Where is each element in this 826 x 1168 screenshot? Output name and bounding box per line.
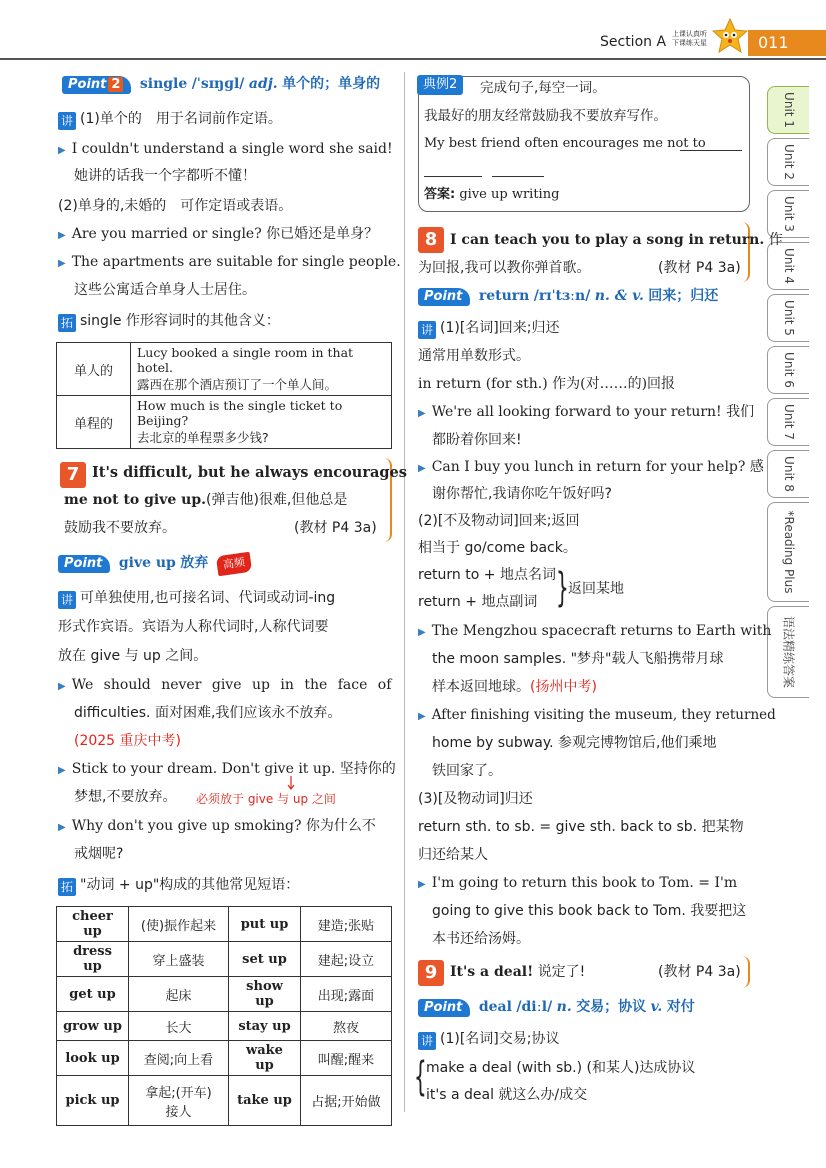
answer-blank[interactable] (492, 176, 544, 177)
example-translation: 谢你帮忙,我请你吃午饭好吗? (432, 486, 612, 502)
part-of-speech: adj. (248, 76, 278, 92)
tab-unit-7[interactable] (767, 398, 809, 446)
text: (1)单个的 用于名词前作定语。 (80, 111, 282, 127)
table-row (57, 977, 392, 1012)
table-row (57, 907, 392, 942)
tab-reading-plus[interactable] (767, 502, 809, 602)
example-tag: 典例2 (417, 75, 463, 95)
headword: return (478, 288, 530, 304)
high-frequency-badge: 高频 (216, 552, 252, 577)
tab-unit-2[interactable] (767, 138, 809, 186)
arrow-down-icon (286, 776, 296, 790)
table-row (57, 1076, 392, 1126)
bullet-icon: ▶ (58, 765, 66, 776)
sentence-text: It's difficult, but he always encourages (92, 464, 407, 481)
usage-line: 通常用单数形式。 (418, 348, 530, 364)
single-meanings-table (56, 342, 392, 449)
usage-line: make a deal (with sb.) (和某人)达成协议 (426, 1060, 696, 1076)
text: 样本返回地球。 (432, 679, 530, 695)
right-brace: } (556, 565, 569, 611)
tab-label: Unit 6 (781, 352, 796, 388)
point-label: Point (68, 77, 107, 92)
table-cell: 建造;张贴 (301, 907, 392, 942)
example-translation: 戒烟呢? (74, 846, 124, 862)
sentence-text (450, 962, 585, 982)
bullet-icon: ▶ (58, 258, 66, 269)
table-cell: 占据;开始做 (301, 1076, 392, 1126)
usage-line: 形式作宾语。宾语为人称代词时,人称代词要 (58, 619, 329, 635)
table-cell: (使)振作起来 (129, 907, 229, 942)
point-number: 2 (108, 77, 123, 92)
source-note: (教材 P4 3a) (658, 260, 741, 276)
answer (424, 185, 559, 205)
example-translation: home by subway. 参观完博物馆后,他们乘地 (432, 735, 717, 751)
point-heading-give-up (58, 553, 251, 574)
tab-label: 语法精练答案 (781, 615, 795, 689)
sense-1 (418, 1029, 559, 1050)
example-translation: 都盼着你回来! (432, 432, 522, 448)
text: (1)[名词]交易;协议 (440, 1031, 560, 1047)
header-rule (0, 58, 826, 60)
table-cell: grow up (57, 1012, 129, 1041)
bullet-icon: ▶ (418, 408, 426, 419)
table-cell: 建起;设立 (301, 942, 392, 977)
point-tag: Point (58, 555, 110, 573)
text: I can teach you to play a song in return. (450, 232, 765, 248)
tab-label: Unit 8 (781, 456, 796, 492)
sense-1 (58, 109, 282, 130)
text: (弹吉他)很难,但他总是 (206, 492, 348, 508)
table-cell: 起床 (129, 977, 229, 1012)
tab-label: Unit 4 (781, 248, 796, 284)
text: 作 (768, 232, 783, 248)
text: We're all looking forward to your return! 我们 (431, 404, 755, 420)
sentence-text (450, 230, 783, 250)
example-translation (432, 677, 597, 697)
sense-2: (2)[不及物动词]回来;返回 (418, 513, 580, 529)
sentence-text (64, 490, 347, 510)
example-translation: going to give this book back to Tom. 我要把这 (432, 903, 747, 919)
meaning: 回来；归还 (648, 288, 719, 304)
tab-label: Unit 1 (781, 92, 796, 128)
text: We should never give up in the face of (71, 677, 392, 693)
sense-2: (2)单身的,未婚的 可作定语或表语。 (58, 198, 293, 214)
example (58, 139, 393, 161)
table-cell: take up (229, 1076, 301, 1126)
extend-icon: 拓 (58, 878, 76, 896)
mascot-star-icon (712, 18, 748, 54)
tab-unit-6[interactable] (767, 346, 809, 394)
answer-text: give up writing (459, 187, 560, 202)
example (418, 873, 737, 895)
text: 说定了! (537, 964, 586, 980)
table-cell: 查阅;向上看 (129, 1041, 229, 1076)
answer-blank[interactable] (680, 150, 742, 151)
phonetic: /ˈsɪŋɡl/ (191, 76, 245, 92)
exam-source: (2025 重庆中考) (74, 733, 182, 749)
table-row (57, 1041, 392, 1076)
table-cell: dress up (57, 942, 129, 977)
usage-line: 放在 give 与 up 之间。 (58, 648, 208, 664)
task-chinese: 我最好的朋友经常鼓励我不要放弃写作。 (424, 108, 667, 124)
sentence-translation: 为回报,我可以教你弹首歌。 (418, 260, 591, 276)
example (58, 816, 376, 838)
text: The Mengzhou spacecraft returns to Earth with (431, 623, 772, 639)
text: Are you married or single? 你已婚还是单身？ (71, 226, 379, 242)
slogan (672, 30, 707, 48)
meaning: 单个的；单身的 (282, 76, 381, 92)
meaning: 交易；协议 (576, 999, 647, 1015)
table-cell: 熬夜 (301, 1012, 392, 1041)
tab-label: Unit 5 (781, 300, 796, 336)
table-cell: wake up (229, 1041, 301, 1076)
text: me not to give up. (64, 492, 206, 508)
column-divider (404, 72, 405, 1112)
sense-1 (418, 318, 559, 339)
tab-unit-1[interactable] (767, 86, 809, 134)
bullet-icon: ▶ (58, 681, 66, 692)
example (418, 705, 776, 727)
tab-label: Unit 3 (781, 196, 796, 232)
table-cell: set up (229, 942, 301, 977)
sentence-number: 7 (60, 462, 86, 488)
point-heading-deal (418, 997, 695, 1017)
table-cell: cheer up (57, 907, 129, 942)
bullet-icon: ▶ (418, 711, 426, 722)
example-translation: 铁回家了。 (432, 763, 502, 779)
example-translation: 本书还给汤姆。 (432, 931, 530, 947)
text: Can I buy you lunch in return for your help? 感 (431, 459, 764, 475)
bullet-icon: ▶ (418, 879, 426, 890)
part-of-speech: n. & v. (594, 288, 644, 304)
page-header (0, 0, 826, 64)
usage-line: return to + 地点名词 (418, 567, 556, 583)
table-cell: 长大 (129, 1012, 229, 1041)
answer-label: 答案: (424, 187, 456, 202)
table-cell: look up (57, 1041, 129, 1076)
usage-line: return + 地点副词 (418, 594, 538, 610)
task-instruction: 完成句子,每空一词。 (480, 80, 606, 96)
usage-line: 归还给某人 (418, 847, 488, 863)
cell-zh: 露西在那个酒店预订了一个单人间。 (137, 377, 338, 392)
point-heading-single (62, 74, 380, 94)
text: It's a deal! (450, 964, 534, 980)
sentence-number: 9 (418, 960, 444, 986)
headword: single (139, 76, 188, 92)
point-tag (62, 76, 131, 94)
text: Why don't you give up smoking? 你为什么不 (71, 818, 376, 834)
table-cell: stay up (229, 1012, 301, 1041)
table-row (57, 942, 392, 977)
sense-3: (3)[及物动词]归还 (418, 791, 533, 807)
example (58, 675, 391, 697)
usage-line: 相当于 go/come back。 (418, 540, 577, 556)
tab-label: *Reading Plus (781, 510, 796, 594)
explain-icon: 讲 (418, 321, 436, 339)
phonetic: /rɪˈtɜːn/ (533, 288, 591, 304)
text: (1)[名词]回来;归还 (440, 320, 560, 336)
table-cell: put up (229, 907, 301, 942)
example-translation: 她讲的话我一个字都听不懂！ (74, 168, 256, 184)
example-translation: 梦想,不要放弃。 (74, 789, 177, 805)
slogan-line-2: 下课练天星 (672, 39, 707, 47)
table-cell: 单人的 (57, 343, 131, 396)
source-note: (教材 P4 3a) (658, 964, 741, 980)
example (58, 252, 401, 274)
source-note: (教材 P4 3a) (294, 520, 377, 536)
example (418, 457, 764, 479)
table-row (57, 343, 392, 396)
meaning: 对付 (666, 999, 695, 1015)
table-cell: get up (57, 977, 129, 1012)
bullet-icon: ▶ (418, 463, 426, 474)
cell-zh: 去北京的单程票多少钱? (137, 430, 269, 445)
table-cell (129, 1076, 229, 1126)
tab-label: Unit 2 (781, 144, 796, 180)
headword: deal (478, 999, 512, 1015)
sentence-number: 8 (418, 227, 444, 253)
extend-icon: 拓 (58, 314, 76, 332)
tab-unit-5[interactable] (767, 294, 809, 342)
table-row (57, 396, 392, 449)
table-cell (131, 343, 392, 396)
tab-grammar-answers[interactable] (767, 606, 809, 698)
example-translation: 这些公寓适合单身人士居住。 (74, 282, 256, 298)
part-of-speech: v. (650, 999, 663, 1015)
text: I'm going to return this book to Tom. = I'm (431, 875, 738, 891)
tab-unit-8[interactable] (767, 450, 809, 498)
example-translation: the moon samples. "梦舟"载人飞船携带月球 (432, 651, 724, 667)
usage-line: 返回某地 (568, 581, 624, 597)
example (418, 402, 754, 424)
usage-line: it's a deal 就这么办/成交 (426, 1087, 588, 1103)
table-row (57, 1012, 392, 1041)
table-cell: pick up (57, 1076, 129, 1126)
explain-icon: 讲 (58, 112, 76, 130)
cell-en: How much is the single ticket to Beijing? (137, 398, 343, 428)
example (58, 759, 396, 781)
point-heading-return (418, 286, 718, 306)
extension-note (58, 875, 299, 896)
text: single 作形容词时的其他含义： (80, 313, 280, 329)
usage-line: in return (for sth.) 作为(对……的)回报 (418, 376, 676, 392)
extension-note (58, 311, 280, 332)
text: "动词 + up"构成的其他常见短语： (80, 877, 300, 893)
annotation-note: 必须放于 give 与 up 之间 (196, 792, 336, 806)
tab-label: Unit 7 (781, 404, 796, 440)
table-cell: 叫醒;醒来 (301, 1041, 392, 1076)
phonetic: /diːl/ (516, 999, 553, 1015)
explain-icon: 讲 (418, 1032, 436, 1050)
usage-line (58, 588, 335, 609)
task-english: My best friend often encourages me not to (424, 136, 706, 151)
table-cell: 穿上盛装 (129, 942, 229, 977)
table-cell: 单程的 (57, 396, 131, 449)
answer-blank[interactable] (424, 176, 482, 177)
meaning: 放弃 (180, 555, 209, 571)
bullet-icon: ▶ (58, 822, 66, 833)
headword: give up (118, 555, 176, 571)
page-number: 011 (748, 30, 826, 56)
usage-line: return sth. to sb. = give sth. back to sb. 把某物 (418, 819, 744, 835)
cell-line: 拿起;(开车) (145, 1085, 212, 1101)
example (418, 621, 771, 643)
text: Stick to your dream. Don't give it up. 坚持你的 (71, 761, 396, 777)
bullet-icon: ▶ (58, 230, 66, 241)
example (58, 224, 378, 246)
point-tag: Point (418, 288, 470, 306)
bullet-icon: ▶ (58, 145, 66, 156)
text: After finishing visiting the museum, they returned (431, 707, 776, 723)
example-translation: difficulties. 面对困难,我们应该永不放弃。 (74, 705, 342, 721)
bullet-icon: ▶ (418, 627, 426, 638)
part-of-speech: n. (556, 999, 572, 1015)
point-tag: Point (418, 999, 470, 1017)
verb-up-phrases-table (56, 906, 392, 1126)
explain-icon: 讲 (58, 591, 76, 609)
section-title: Section A (600, 34, 667, 50)
slogan-line-1: 上课认真听 (672, 30, 707, 38)
text: The apartments are suitable for single people. (71, 254, 401, 270)
table-cell: show up (229, 977, 301, 1012)
left-brace: { (414, 1054, 427, 1100)
table-cell: 出现;露面 (301, 977, 392, 1012)
cell-en: Lucy booked a single room in that hotel. (137, 345, 354, 375)
text: 可单独使用,也可接名词、代词或动词-ing (80, 590, 336, 606)
exam-source: (扬州中考) (530, 679, 597, 695)
cell-line: 接人 (165, 1104, 192, 1120)
sentence-translation: 鼓励我不要放弃。 (64, 520, 176, 536)
text: I couldn't understand a single word she said! (71, 141, 393, 157)
table-cell (131, 396, 392, 449)
